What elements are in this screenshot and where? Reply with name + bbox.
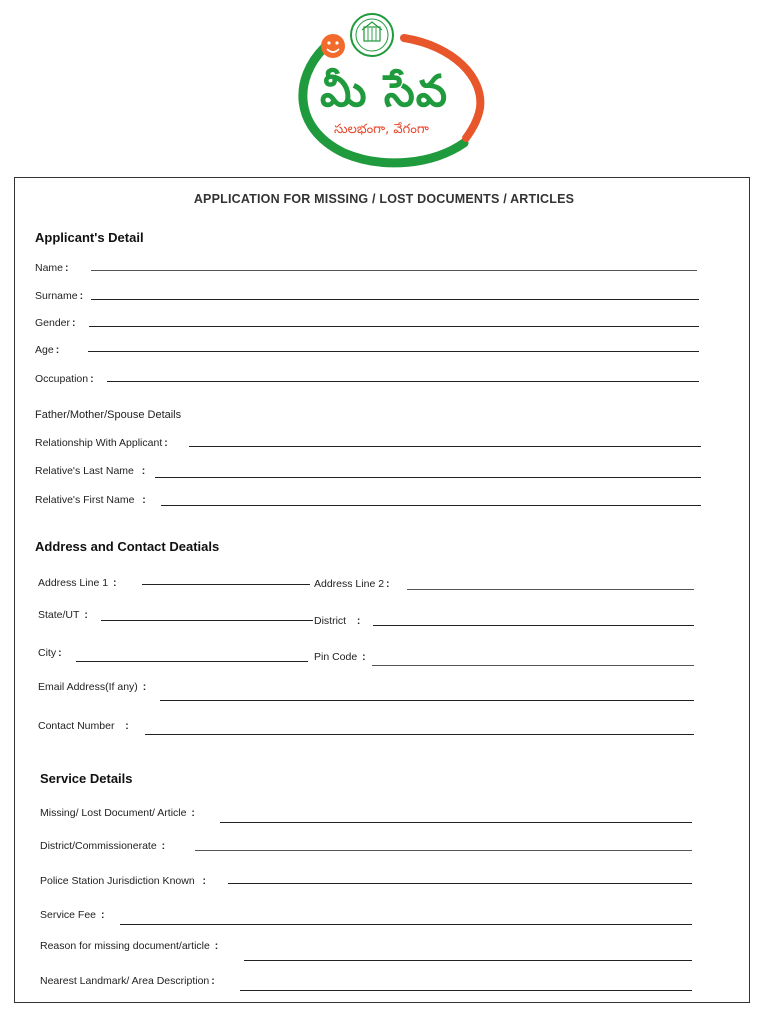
district-label: District : (314, 615, 361, 627)
city-field[interactable] (76, 661, 308, 662)
relationship-label: Relationship With Applicant : (35, 437, 168, 449)
relative-last-name-label: Relative's Last Name : (35, 465, 146, 477)
relative-first-name-field[interactable] (161, 505, 701, 506)
relationship-field[interactable] (189, 446, 701, 447)
mee-seva-logo (284, 8, 490, 168)
relative-section-heading: Father/Mother/Spouse Details (35, 409, 182, 421)
gender-field[interactable] (89, 326, 699, 327)
contact-number-label: Contact Number : (38, 720, 129, 732)
missing-document-field[interactable] (220, 822, 692, 823)
district-field[interactable] (373, 625, 694, 626)
logo-tagline: సులభంగా, వేగంగా (334, 122, 429, 137)
district-commissionerate-label: District/Commissionerate : (40, 840, 166, 852)
relative-first-name-label: Relative's First Name : (35, 494, 146, 506)
relative-last-name-field[interactable] (155, 477, 701, 478)
age-field[interactable] (88, 351, 699, 352)
police-station-label: Police Station Jurisdiction Known : (40, 875, 207, 887)
landmark-field[interactable] (240, 990, 692, 991)
address-section-heading: Address and Contact Deatials (35, 539, 220, 554)
police-station-field[interactable] (228, 883, 692, 884)
contact-number-field[interactable] (145, 734, 694, 735)
form-title: APPLICATION FOR MISSING / LOST DOCUMENTS / ARTICLES (193, 192, 575, 206)
age-label: Age : (35, 344, 60, 356)
email-label: Email Address(If any) : (38, 681, 147, 693)
email-field[interactable] (160, 700, 694, 701)
pincode-field[interactable] (372, 665, 694, 666)
reason-label: Reason for missing document/article : (40, 940, 219, 952)
gender-label: Gender : (35, 317, 76, 329)
district-commissionerate-field[interactable] (195, 850, 692, 851)
logo-title: మీ సేవ (320, 66, 449, 117)
applicant-section-heading: Applicant's Detail (35, 230, 144, 245)
surname-label: Surname : (35, 290, 84, 302)
landmark-label: Nearest Landmark/ Area Description : (40, 975, 215, 987)
pincode-label: Pin Code : (314, 651, 366, 663)
address-line1-field[interactable] (142, 584, 310, 585)
service-section-heading: Service Details (40, 771, 133, 786)
occupation-label: Occupation : (35, 373, 94, 385)
address-line1-label: Address Line 1 : (38, 577, 117, 589)
telangana-emblem-icon (351, 14, 393, 56)
name-label: Name : (35, 262, 69, 274)
surname-field[interactable] (91, 299, 699, 300)
missing-document-label: Missing/ Lost Document/ Article : (40, 807, 195, 819)
city-label: City : (38, 647, 62, 659)
state-label: State/UT : (38, 609, 88, 621)
address-line2-field[interactable] (407, 589, 694, 590)
occupation-field[interactable] (107, 381, 699, 382)
reason-field[interactable] (244, 960, 692, 961)
address-line2-label: Address Line 2 : (314, 578, 390, 590)
service-fee-field[interactable] (120, 924, 692, 925)
state-field[interactable] (101, 620, 313, 621)
service-fee-label: Service Fee : (40, 909, 105, 921)
name-field[interactable] (91, 270, 697, 271)
smiley-face-icon (321, 34, 345, 58)
